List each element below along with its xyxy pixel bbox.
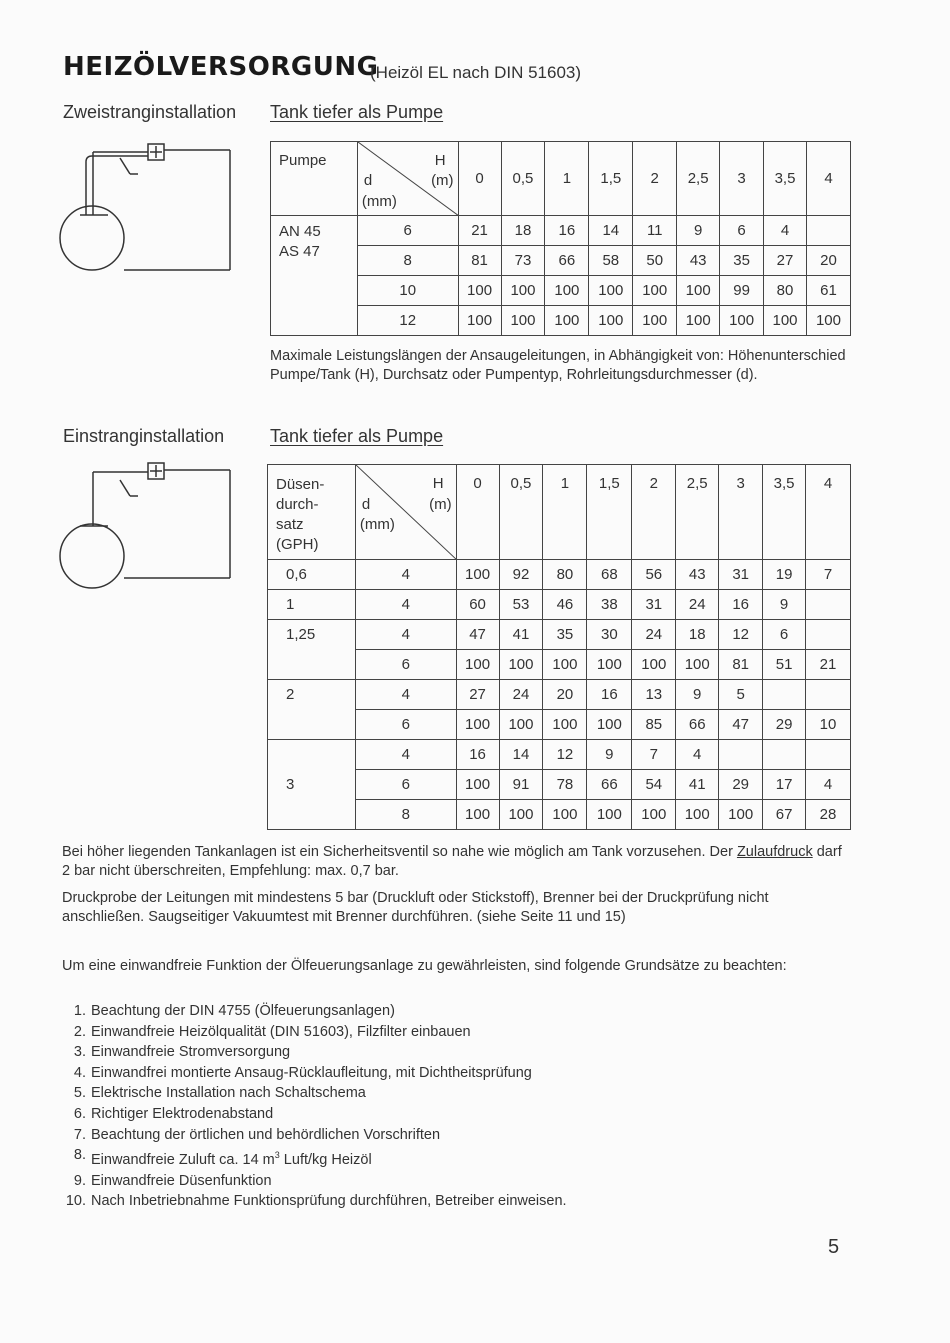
value-cell: 24 <box>499 680 543 710</box>
header-d: d <box>363 172 373 189</box>
value-cell: 80 <box>764 276 807 306</box>
value-cell <box>806 680 851 710</box>
value-cell <box>806 620 851 650</box>
list-number: 8. <box>73 1147 86 1164</box>
value-cell: 14 <box>499 740 543 770</box>
list-number: 5. <box>73 1085 86 1102</box>
value-cell: 41 <box>676 770 719 800</box>
list-item <box>62 1145 762 1170</box>
list-text: Elektrische Installation nach Schaltschema <box>91 1085 366 1102</box>
value-cell: 100 <box>764 306 807 336</box>
value-cell: 81 <box>719 650 763 680</box>
header-mm: (mm) <box>361 193 397 210</box>
value-cell: 30 <box>587 620 632 650</box>
diameter-cell: 6 <box>355 770 456 800</box>
column-header: 4 <box>806 142 850 216</box>
list-text: Beachtung der DIN 4755 (Ölfeuerungsanlagen) <box>91 1003 395 1019</box>
value-cell: 21 <box>806 650 851 680</box>
table-row <box>268 590 851 620</box>
value-cell: 100 <box>587 710 632 740</box>
value-cell: 20 <box>806 246 850 276</box>
diameter-cell: 4 <box>355 560 456 590</box>
value-cell: 6 <box>763 620 806 650</box>
value-cell: 100 <box>456 800 499 830</box>
value-cell: 17 <box>763 770 806 800</box>
paragraph-text: Bei höher liegenden Tankanlagen ist ein Sicherheitsventil so nahe wie möglich am Tank vorzusehen. Der <box>62 844 737 860</box>
value-cell: 24 <box>632 620 676 650</box>
section1-label: Zweistranginstallation <box>63 102 237 122</box>
value-cell: 66 <box>545 246 589 276</box>
value-cell: 41 <box>499 620 543 650</box>
value-cell: 10 <box>806 710 851 740</box>
column-header: 3,5 <box>764 142 807 216</box>
value-cell: 46 <box>543 590 587 620</box>
value-cell: 100 <box>587 800 632 830</box>
list-text: Einwandfreie Heizölqualität (DIN 51603), Filzfilter einbauen <box>91 1023 471 1040</box>
value-cell: 43 <box>676 560 719 590</box>
value-cell: 100 <box>458 306 501 336</box>
value-cell: 100 <box>632 650 676 680</box>
value-cell <box>806 216 850 246</box>
table-row <box>268 680 851 710</box>
gph-cell: 1 <box>268 590 356 620</box>
list-item <box>62 1001 762 1022</box>
list-item <box>62 1125 762 1146</box>
diameter-cell: 6 <box>355 710 456 740</box>
value-cell: 43 <box>677 246 720 276</box>
value-cell: 47 <box>719 710 763 740</box>
diameter-cell: 12 <box>357 306 458 336</box>
page-subtitle: (Heizöl EL nach DIN 51603) <box>370 63 582 82</box>
value-cell: 18 <box>501 216 545 246</box>
two-pipe-suction-table <box>270 141 851 336</box>
value-cell: 100 <box>456 710 499 740</box>
header-line: satz <box>276 516 304 533</box>
list-number: 1. <box>73 1003 86 1019</box>
value-cell: 56 <box>632 560 676 590</box>
list-item <box>62 1083 762 1104</box>
value-cell: 9 <box>587 740 632 770</box>
section2-label: Einstranginstallation <box>63 426 225 446</box>
header-line: (GPH) <box>276 536 319 553</box>
value-cell: 51 <box>763 650 806 680</box>
diameter-cell: 4 <box>355 590 456 620</box>
value-cell: 100 <box>458 276 501 306</box>
column-header: 1,5 <box>589 142 633 216</box>
value-cell: 12 <box>543 740 587 770</box>
gph-cell: 3 <box>268 740 356 830</box>
value-cell: 7 <box>632 740 676 770</box>
header-m: (m) <box>429 496 452 513</box>
column-header: 2 <box>633 142 677 216</box>
nozzle-throughput-header <box>268 465 356 560</box>
value-cell: 16 <box>456 740 499 770</box>
one-pipe-tank-diagram <box>58 458 238 598</box>
list-text-part: Luft/kg Heizöl <box>279 1151 372 1168</box>
column-header: 3 <box>719 465 763 560</box>
list-number: 3. <box>73 1044 86 1061</box>
value-cell: 81 <box>458 246 501 276</box>
value-cell: 18 <box>676 620 719 650</box>
value-cell: 4 <box>806 770 851 800</box>
value-cell: 11 <box>633 216 677 246</box>
list-number: 7. <box>73 1126 86 1143</box>
value-cell: 16 <box>719 590 763 620</box>
value-cell: 66 <box>587 770 632 800</box>
value-cell: 31 <box>632 590 676 620</box>
list-number: 10. <box>65 1193 86 1210</box>
gph-cell: 2 <box>268 680 356 740</box>
list-number: 9. <box>73 1172 86 1189</box>
pump-header: Pumpe <box>271 142 358 216</box>
value-cell: 16 <box>545 216 589 246</box>
column-header: 0,5 <box>501 142 545 216</box>
value-cell: 60 <box>456 590 499 620</box>
table-row <box>271 306 851 336</box>
paragraph-pressure-test: Druckprobe der Leitungen mit mindestens 5 bar (Druckluft oder Stickstoff), Brenner bei der Druckprüfung nicht anschließen. Saugseitiger Vakuumtest mit Brenner durchführen. (siehe Seite 11 und 15) <box>62 890 769 925</box>
diameter-cell: 6 <box>355 650 456 680</box>
value-cell: 100 <box>676 650 719 680</box>
header-d: d <box>361 496 371 513</box>
table-row <box>268 650 851 680</box>
value-cell: 100 <box>456 770 499 800</box>
diameter-cell: 4 <box>355 680 456 710</box>
list-number: 6. <box>73 1105 86 1122</box>
value-cell: 100 <box>543 710 587 740</box>
column-header: 1 <box>545 142 589 216</box>
table-row <box>268 710 851 740</box>
value-cell: 67 <box>763 800 806 830</box>
value-cell: 85 <box>632 710 676 740</box>
column-header: 1 <box>543 465 587 560</box>
gph-cell: 1,25 <box>268 620 356 680</box>
value-cell: 100 <box>633 306 677 336</box>
column-header: 3 <box>720 142 764 216</box>
principles-list <box>62 1001 762 1212</box>
value-cell <box>806 740 851 770</box>
table-row <box>268 770 851 800</box>
header-h: H <box>432 475 444 492</box>
value-cell: 35 <box>543 620 587 650</box>
pump-type: AN 45 <box>279 223 321 240</box>
paragraph-safety-valve <box>62 843 848 881</box>
value-cell <box>806 590 851 620</box>
section1-title: Tank tiefer als Pumpe <box>270 102 444 122</box>
value-cell: 100 <box>499 710 543 740</box>
list-item <box>62 1063 762 1084</box>
table-row <box>268 620 851 650</box>
value-cell: 28 <box>806 800 851 830</box>
value-cell: 100 <box>589 276 633 306</box>
list-item <box>62 1191 762 1212</box>
value-cell: 100 <box>543 800 587 830</box>
list-number: 2. <box>73 1023 86 1040</box>
list-text: Nach Inbetriebnahme Funktionsprüfung durchführen, Betreiber einweisen. <box>91 1193 567 1210</box>
value-cell: 14 <box>589 216 633 246</box>
list-text: Richtiger Elektrodenabstand <box>91 1105 274 1122</box>
diameter-cell: 4 <box>355 620 456 650</box>
list-item <box>62 1022 762 1043</box>
value-cell: 58 <box>589 246 633 276</box>
value-cell: 100 <box>545 306 589 336</box>
value-cell: 29 <box>763 710 806 740</box>
diameter-cell: 10 <box>357 276 458 306</box>
one-pipe-suction-table <box>267 464 851 830</box>
diagonal-header <box>357 142 458 216</box>
column-header: 1,5 <box>587 465 632 560</box>
value-cell: 100 <box>499 800 543 830</box>
column-header: 2 <box>632 465 676 560</box>
value-cell: 4 <box>764 216 807 246</box>
value-cell: 61 <box>806 276 850 306</box>
value-cell: 91 <box>499 770 543 800</box>
value-cell: 6 <box>720 216 764 246</box>
value-cell: 100 <box>501 306 545 336</box>
value-cell: 5 <box>719 680 763 710</box>
value-cell: 99 <box>720 276 764 306</box>
two-pipe-tank-diagram <box>58 140 238 280</box>
value-cell: 73 <box>501 246 545 276</box>
value-cell: 100 <box>545 276 589 306</box>
value-cell: 9 <box>763 590 806 620</box>
value-cell: 80 <box>543 560 587 590</box>
list-number: 4. <box>73 1064 86 1081</box>
superscript: 3 <box>274 1150 280 1161</box>
value-cell: 78 <box>543 770 587 800</box>
value-cell <box>763 680 806 710</box>
table-row <box>271 216 851 246</box>
value-cell: 100 <box>589 306 633 336</box>
column-header: 3,5 <box>763 465 806 560</box>
value-cell: 100 <box>499 650 543 680</box>
list-item <box>62 1104 762 1125</box>
header-m: (m) <box>431 172 454 189</box>
value-cell: 100 <box>677 306 720 336</box>
list-item <box>62 1171 762 1192</box>
column-header: 0,5 <box>499 465 543 560</box>
value-cell: 66 <box>676 710 719 740</box>
value-cell: 9 <box>676 680 719 710</box>
value-cell: 29 <box>719 770 763 800</box>
list-text: Einwandfreie Stromversorgung <box>91 1044 291 1061</box>
value-cell: 100 <box>633 276 677 306</box>
page-title: HEIZÖLVERSORGUNG <box>63 52 379 82</box>
value-cell: 12 <box>719 620 763 650</box>
value-cell: 100 <box>456 650 499 680</box>
diameter-cell: 8 <box>355 800 456 830</box>
column-header: 0 <box>456 465 499 560</box>
value-cell: 47 <box>456 620 499 650</box>
value-cell: 31 <box>719 560 763 590</box>
column-header: 2,5 <box>676 465 719 560</box>
header-line: Düsen- <box>276 476 325 493</box>
list-text-part: Einwandfreie Zuluft ca. 14 m <box>91 1151 275 1168</box>
gph-cell: 0,6 <box>268 560 356 590</box>
column-header: 2,5 <box>677 142 720 216</box>
header-line: durch- <box>276 496 319 513</box>
value-cell: 35 <box>720 246 764 276</box>
value-cell: 100 <box>456 560 499 590</box>
table-caption: Maximale Leistungslängen der Ansaugeleitungen, in Abhängigkeit von: Höhenunterschied Pumpe/Tank (H), Durchsatz oder Pumpentyp, Rohrleitungsdurchmesser (d). <box>270 348 846 383</box>
value-cell: 100 <box>806 306 850 336</box>
column-header: 0 <box>458 142 501 216</box>
value-cell: 92 <box>499 560 543 590</box>
table-row <box>268 740 851 770</box>
list-text <box>91 1145 372 1170</box>
value-cell <box>763 740 806 770</box>
value-cell: 7 <box>806 560 851 590</box>
value-cell: 54 <box>632 770 676 800</box>
value-cell: 20 <box>543 680 587 710</box>
table-row <box>271 276 851 306</box>
value-cell: 100 <box>676 800 719 830</box>
value-cell: 4 <box>676 740 719 770</box>
value-cell: 16 <box>587 680 632 710</box>
column-header: 4 <box>806 465 851 560</box>
table-row <box>268 560 851 590</box>
diameter-cell: 4 <box>355 740 456 770</box>
value-cell: 100 <box>677 276 720 306</box>
list-item <box>62 1042 762 1063</box>
diagonal-header <box>355 465 456 560</box>
value-cell: 100 <box>501 276 545 306</box>
value-cell: 27 <box>764 246 807 276</box>
value-cell: 9 <box>677 216 720 246</box>
value-cell: 100 <box>719 800 763 830</box>
value-cell: 68 <box>587 560 632 590</box>
value-cell: 38 <box>587 590 632 620</box>
value-cell: 13 <box>632 680 676 710</box>
header-h: H <box>434 152 446 169</box>
pump-type: AS 47 <box>279 243 320 260</box>
list-text: Einwandfreie Düsenfunktion <box>91 1172 272 1189</box>
underlined-term: Zulaufdruck <box>736 844 813 860</box>
page-number: 5 <box>828 1236 840 1258</box>
list-text: Beachtung der örtlichen und behördlichen Vorschriften <box>91 1126 441 1143</box>
diameter-cell: 8 <box>357 246 458 276</box>
value-cell: 100 <box>587 650 632 680</box>
value-cell: 53 <box>499 590 543 620</box>
table-row <box>271 246 851 276</box>
header-mm: (mm) <box>359 516 395 533</box>
value-cell: 50 <box>633 246 677 276</box>
paragraph-text: darf 2 bar nicht überschreiten, Empfehlung: max. 0,7 bar. <box>62 844 842 879</box>
list-text: Einwandfrei montierte Ansaug-Rücklaufleitung, mit Dichtheitsprüfung <box>91 1064 532 1081</box>
diameter-cell: 6 <box>357 216 458 246</box>
value-cell: 24 <box>676 590 719 620</box>
value-cell: 27 <box>456 680 499 710</box>
value-cell: 100 <box>720 306 764 336</box>
table-row <box>268 800 851 830</box>
value-cell <box>719 740 763 770</box>
value-cell: 19 <box>763 560 806 590</box>
value-cell: 100 <box>543 650 587 680</box>
pump-type-cell <box>271 216 358 336</box>
value-cell: 21 <box>458 216 501 246</box>
value-cell: 100 <box>632 800 676 830</box>
section2-title: Tank tiefer als Pumpe <box>270 426 444 446</box>
paragraph-principles-intro: Um eine einwandfreie Funktion der Ölfeuerungsanlage zu gewährleisten, sind folgende Grundsätze zu beachten: <box>62 958 787 974</box>
